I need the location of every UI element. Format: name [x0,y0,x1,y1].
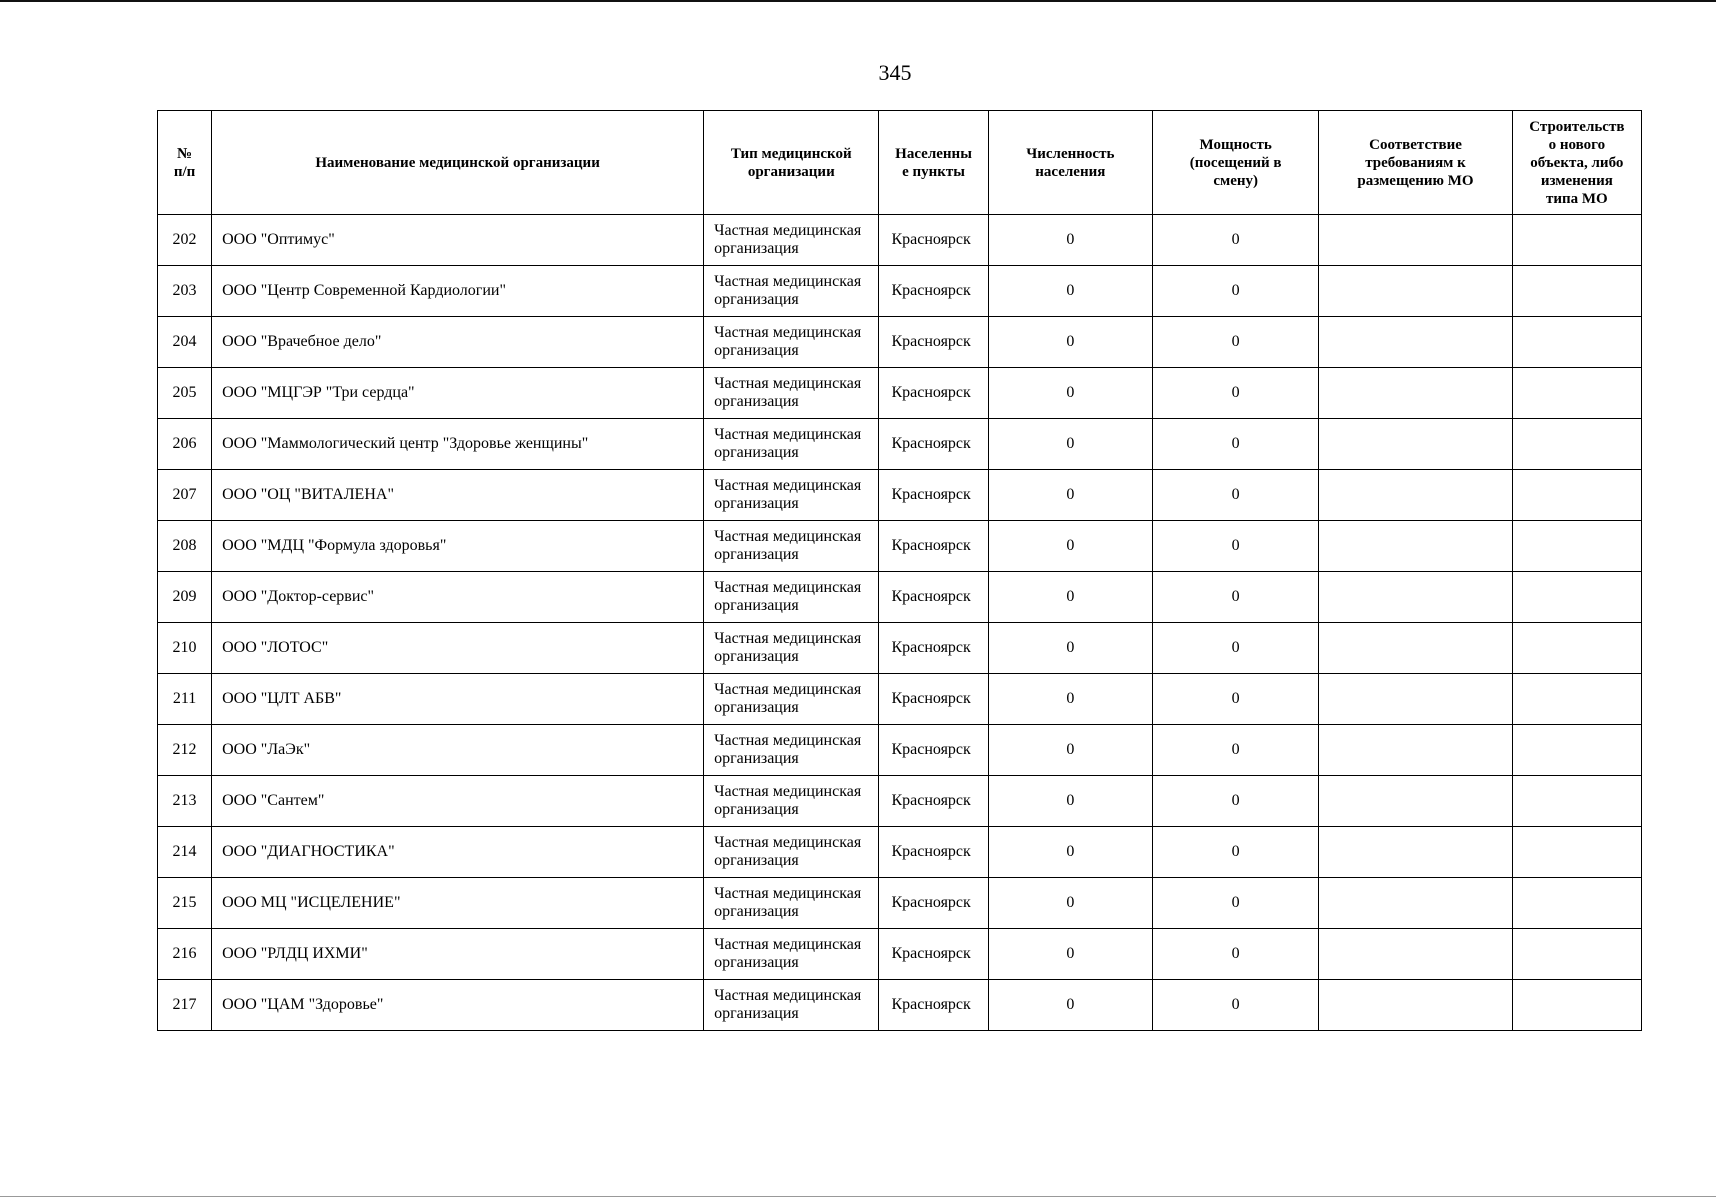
table-row [158,776,1642,827]
cell-name: ООО "ЛаЭк" [212,725,704,776]
cell-place: Красноярск [879,929,988,980]
cell-compliance [1319,521,1512,572]
cell-place: Красноярск [879,623,988,674]
cell-type: Частная медицинская организация [704,980,879,1031]
table-row [158,929,1642,980]
cell-name: ООО "РЛДЦ ИХМИ" [212,929,704,980]
cell-capacity: 0 [1152,623,1318,674]
cell-num: 213 [158,776,212,827]
cell-construction [1512,572,1641,623]
cell-construction [1512,419,1641,470]
cell-place: Красноярск [879,827,988,878]
cell-type: Частная медицинская организация [704,470,879,521]
cell-name: ООО "Оптимус" [212,215,704,266]
table-row [158,674,1642,725]
cell-place: Красноярск [879,215,988,266]
cell-name: ООО "Центр Современной Кардиологии" [212,266,704,317]
cell-type: Частная медицинская организация [704,674,879,725]
cell-type: Частная медицинская организация [704,725,879,776]
cell-place: Красноярск [879,368,988,419]
cell-num: 210 [158,623,212,674]
header-capacity: Мощность (посещений в смену) [1152,111,1318,215]
cell-num: 206 [158,419,212,470]
cell-capacity: 0 [1152,725,1318,776]
header-row [158,111,1642,215]
table-row [158,878,1642,929]
cell-num: 209 [158,572,212,623]
cell-name: ООО "МЦГЭР "Три сердца" [212,368,704,419]
cell-capacity: 0 [1152,878,1318,929]
header-compliance: Соответствие требованиям к размещению МО [1319,111,1512,215]
cell-capacity: 0 [1152,419,1318,470]
cell-capacity: 0 [1152,215,1318,266]
scan-top-edge [0,0,1716,2]
cell-construction [1512,674,1641,725]
cell-capacity: 0 [1152,674,1318,725]
cell-population: 0 [988,419,1152,470]
cell-population: 0 [988,215,1152,266]
cell-compliance [1319,674,1512,725]
cell-construction [1512,878,1641,929]
cell-type: Частная медицинская организация [704,266,879,317]
cell-name: ООО "ДИАГНОСТИКА" [212,827,704,878]
cell-type: Частная медицинская организация [704,521,879,572]
table-row [158,521,1642,572]
cell-population: 0 [988,929,1152,980]
table-row [158,419,1642,470]
cell-construction [1512,725,1641,776]
cell-num: 214 [158,827,212,878]
table-body [158,215,1642,1031]
scan-bottom-edge [0,1196,1716,1197]
cell-construction [1512,827,1641,878]
cell-capacity: 0 [1152,317,1318,368]
cell-construction [1512,929,1641,980]
page-number: 345 [878,60,912,85]
cell-capacity: 0 [1152,470,1318,521]
cell-compliance [1319,623,1512,674]
table-row [158,317,1642,368]
cell-construction [1512,521,1641,572]
header-type: Тип медицинской организации [704,111,879,215]
cell-name: ООО "Врачебное дело" [212,317,704,368]
header-population: Численность населения [988,111,1152,215]
cell-place: Красноярск [879,521,988,572]
cell-place: Красноярск [879,572,988,623]
cell-capacity: 0 [1152,521,1318,572]
cell-capacity: 0 [1152,929,1318,980]
cell-capacity: 0 [1152,980,1318,1031]
header-construction: Строительств о нового объекта, либо изменения типа МО [1512,111,1641,215]
cell-num: 215 [158,878,212,929]
cell-name: ООО "ОЦ "ВИТАЛЕНА" [212,470,704,521]
cell-capacity: 0 [1152,368,1318,419]
cell-num: 202 [158,215,212,266]
cell-compliance [1319,827,1512,878]
cell-compliance [1319,980,1512,1031]
cell-place: Красноярск [879,317,988,368]
cell-compliance [1319,929,1512,980]
cell-num: 205 [158,368,212,419]
cell-population: 0 [988,980,1152,1031]
cell-population: 0 [988,368,1152,419]
medical-organizations-table [157,110,1642,1031]
cell-construction [1512,980,1641,1031]
cell-population: 0 [988,878,1152,929]
cell-population: 0 [988,521,1152,572]
cell-name: ООО "Сантем" [212,776,704,827]
cell-type: Частная медицинская организация [704,317,879,368]
table-header [158,111,1642,215]
cell-name: ООО "ЦАМ "Здоровье" [212,980,704,1031]
cell-construction [1512,317,1641,368]
cell-construction [1512,776,1641,827]
cell-compliance [1319,317,1512,368]
cell-name: ООО "МДЦ "Формула здоровья" [212,521,704,572]
cell-place: Красноярск [879,980,988,1031]
cell-population: 0 [988,266,1152,317]
cell-num: 207 [158,470,212,521]
cell-num: 216 [158,929,212,980]
cell-compliance [1319,368,1512,419]
cell-type: Частная медицинская организация [704,419,879,470]
cell-place: Красноярск [879,776,988,827]
cell-population: 0 [988,470,1152,521]
cell-type: Частная медицинская организация [704,878,879,929]
table-row [158,215,1642,266]
cell-capacity: 0 [1152,827,1318,878]
cell-type: Частная медицинская организация [704,776,879,827]
cell-name: ООО "ЛОТОС" [212,623,704,674]
header-name: Наименование медицинской организации [212,111,704,215]
cell-compliance [1319,878,1512,929]
cell-type: Частная медицинская организация [704,929,879,980]
cell-place: Красноярск [879,470,988,521]
cell-name: ООО "ЦЛТ АБВ" [212,674,704,725]
cell-place: Красноярск [879,266,988,317]
cell-capacity: 0 [1152,266,1318,317]
cell-name: ООО МЦ "ИСЦЕЛЕНИЕ" [212,878,704,929]
cell-type: Частная медицинская организация [704,572,879,623]
cell-name: ООО "Маммологический центр "Здоровье женщины" [212,419,704,470]
table-row [158,623,1642,674]
cell-num: 211 [158,674,212,725]
cell-type: Частная медицинская организация [704,623,879,674]
cell-type: Частная медицинская организация [704,215,879,266]
cell-compliance [1319,776,1512,827]
table-row [158,827,1642,878]
cell-place: Красноярск [879,725,988,776]
cell-compliance [1319,725,1512,776]
cell-population: 0 [988,572,1152,623]
cell-population: 0 [988,317,1152,368]
cell-population: 0 [988,623,1152,674]
cell-construction [1512,266,1641,317]
table-row [158,725,1642,776]
cell-num: 203 [158,266,212,317]
header-num: № п/п [158,111,212,215]
cell-compliance [1319,419,1512,470]
cell-place: Красноярск [879,674,988,725]
cell-num: 208 [158,521,212,572]
table-row [158,266,1642,317]
cell-capacity: 0 [1152,776,1318,827]
header-place: Населенны е пункты [879,111,988,215]
cell-construction [1512,623,1641,674]
cell-construction [1512,215,1641,266]
cell-place: Красноярск [879,419,988,470]
cell-compliance [1319,266,1512,317]
cell-construction [1512,368,1641,419]
cell-num: 204 [158,317,212,368]
cell-population: 0 [988,827,1152,878]
cell-compliance [1319,572,1512,623]
cell-type: Частная медицинская организация [704,827,879,878]
cell-population: 0 [988,776,1152,827]
cell-type: Частная медицинская организация [704,368,879,419]
cell-construction [1512,470,1641,521]
cell-compliance [1319,470,1512,521]
table-row [158,470,1642,521]
table-row [158,368,1642,419]
cell-population: 0 [988,674,1152,725]
table-row [158,572,1642,623]
cell-compliance [1319,215,1512,266]
cell-num: 217 [158,980,212,1031]
table-row [158,980,1642,1031]
cell-population: 0 [988,725,1152,776]
cell-name: ООО "Доктор-сервис" [212,572,704,623]
cell-num: 212 [158,725,212,776]
cell-capacity: 0 [1152,572,1318,623]
cell-place: Красноярск [879,878,988,929]
